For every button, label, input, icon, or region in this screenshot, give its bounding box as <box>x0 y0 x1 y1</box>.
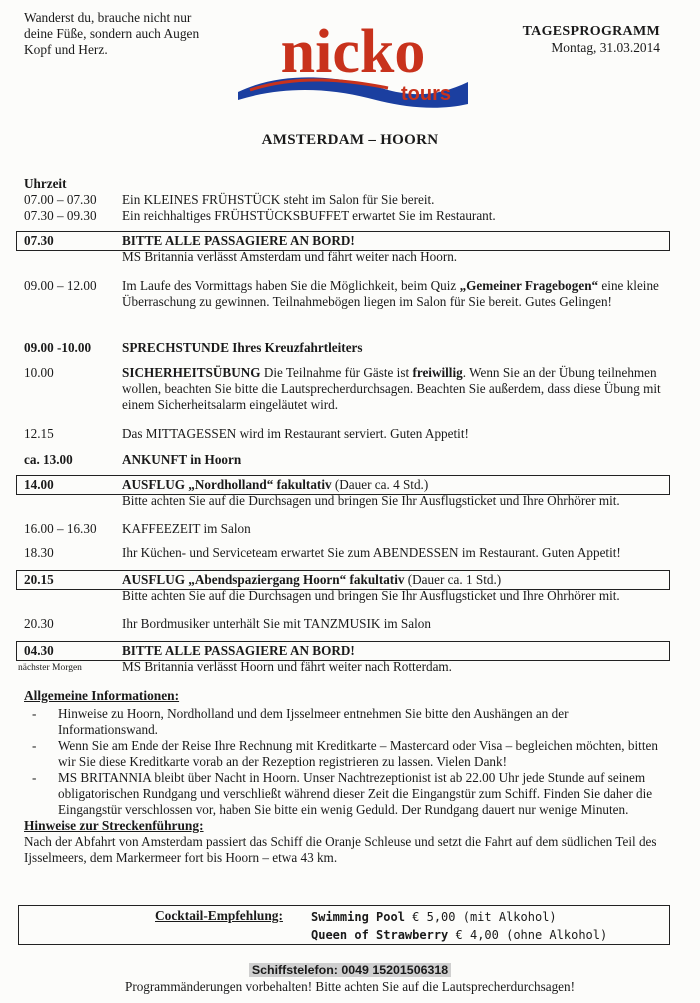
cocktail-item <box>311 908 607 926</box>
list-item-text: Hinweise zu Hoorn, Nordholland und dem Ijsselmeer entnehmen Sie bitte den Aushängen an der Informationswand. <box>58 706 569 737</box>
row-text: KAFFEEZEIT im Salon <box>122 521 251 536</box>
cocktail-label: Cocktail-Empfehlung: <box>155 908 283 923</box>
row-title: ANKUNFT in Hoorn <box>122 452 242 467</box>
list-item <box>24 770 664 818</box>
row-text: Im Laufe des Vormittags haben Sie die Möglichkeit, beim Quiz <box>122 278 460 293</box>
ship-phone-text: Schiffstelefon: 0049 15201506318 <box>249 963 451 977</box>
bullet-dash: - <box>32 770 37 785</box>
row-time: 09.00 – 12.00 <box>24 278 97 293</box>
route-info-text: Nach der Abfahrt von Amsterdam passiert das Schiff die Oranje Schleuse und setzt die Fahrt auf dem südlichen Teil des Ijsselmeers, dem Markermeer fort bis Hoorn – etwa 43 km. <box>24 834 657 865</box>
row-time: 12.15 <box>24 426 54 441</box>
cocktail-name: Swimming Pool <box>311 910 405 924</box>
quiz-name: „Gemeiner Fragebogen“ <box>459 278 599 293</box>
row-time: 07.00 – 07.30 <box>24 192 97 207</box>
list-item <box>24 738 664 770</box>
row-time: 10.00 <box>24 365 54 380</box>
row-title: AUSFLUG „Abendspaziergang Hoorn“ fakultativ <box>122 572 405 587</box>
row-time: 20.30 <box>24 616 54 631</box>
row-time-note: nächster Morgen <box>18 663 82 673</box>
cocktail-item <box>311 926 607 944</box>
cocktail-price: € 5,00 (mit Alkohol) <box>412 910 557 924</box>
row-emphasis: freiwillig <box>412 365 463 380</box>
row-title: SPRECHSTUNDE Ihres Kreuzfahrtleiters <box>122 340 363 355</box>
route-info-heading: Hinweise zur Streckenführung: <box>24 818 204 833</box>
row-text: Ihr Bordmusiker unterhält Sie mit TANZMUSIK im Salon <box>122 616 431 631</box>
list-item-text: MS BRITANNIA bleibt über Nacht in Hoorn. Unser Nachtrezeptionist ist ab 22.00 Uhr jede Stunde auf seinem obligatorischen Rundgang und verschließt während dieser Zeit die Eingangstür zum Schiff. Finden Sie daher die Eingangstür verschlossen vor, haben Sie bitte ein wenig Geduld. Der Rundgang dauert nur wenige Minuten. <box>58 770 653 817</box>
row-time: 18.30 <box>24 545 54 560</box>
general-info-list <box>24 706 664 818</box>
motto <box>24 10 239 58</box>
cocktail-name: Queen of Strawberry <box>311 928 449 942</box>
route-title: AMSTERDAM – HOORN <box>261 132 439 148</box>
list-item <box>24 706 664 738</box>
row-text: MS Britannia verlässt Hoorn und fährt weiter nach Rotterdam. <box>122 659 452 674</box>
logo-word: nicko <box>280 20 426 86</box>
row-time: 14.00 <box>24 477 54 492</box>
row-time: 07.30 <box>24 233 54 248</box>
row-time: 09.00 -10.00 <box>24 340 92 355</box>
row-text: eine kleine Überraschung zu gewinnen. Teilnahmebögen liegen im Salon für Sie bereit. Gutes Gelingen! <box>122 278 659 309</box>
bullet-dash: - <box>32 738 37 753</box>
row-text: Ein KLEINES FRÜHSTÜCK steht im Salon für Sie bereit. <box>122 192 435 207</box>
row-title: BITTE ALLE PASSAGIERE AN BORD! <box>122 643 355 658</box>
time-column-header: Uhrzeit <box>24 176 67 191</box>
logo-subword: tours <box>401 83 451 105</box>
row-time: ca. 13.00 <box>24 452 73 467</box>
row-time: 04.30 <box>24 643 54 658</box>
row-time: 07.30 – 09.30 <box>24 208 97 223</box>
row-text: MS Britannia verlässt Amsterdam und fährt weiter nach Hoorn. <box>122 249 458 264</box>
general-info <box>24 688 664 866</box>
row-time: 16.00 – 16.30 <box>24 521 97 536</box>
row-text: . Wenn Sie an der Übung teilnehmen wollen, beachten Sie bitte die Lautsprecherdurchsagen. Beachten Sie außerdem, dass diese Übung mit einem Sicherheitsalarm eingeläutet wird. <box>122 365 661 412</box>
cocktail-price: € 4,00 (ohne Alkohol) <box>455 928 608 942</box>
motto-line: Kopf und Herz. <box>24 42 108 57</box>
row-text: Das MITTAGESSEN wird im Restaurant serviert. Guten Appetit! <box>122 426 469 441</box>
program-title: TAGESPROGRAMM <box>522 24 660 39</box>
program-date: Montag, 31.03.2014 <box>551 40 660 55</box>
row-text: Ein reichhaltiges FRÜHSTÜCKSBUFFET erwartet Sie im Restaurant. <box>122 208 496 223</box>
row-text: Die Teilnahme für Gäste ist <box>260 365 413 380</box>
row-title: BITTE ALLE PASSAGIERE AN BORD! <box>122 233 355 248</box>
cocktail-list <box>311 908 607 944</box>
row-title: AUSFLUG „Nordholland“ fakultativ <box>122 477 332 492</box>
bullet-dash: - <box>32 706 37 721</box>
row-title: SICHERHEITSÜBUNG <box>122 365 261 380</box>
row-text: Bitte achten Sie auf die Durchsagen und bringen Sie Ihr Ausflugsticket und Ihre Ohrhörer mit. <box>122 493 620 508</box>
row-text: Ihr Küchen- und Serviceteam erwartet Sie zum ABENDESSEN im Restaurant. Guten Appetit! <box>122 545 621 560</box>
motto-line: deine Füße, sondern auch Augen <box>24 26 200 41</box>
row-text: Bitte achten Sie auf die Durchsagen und bringen Sie Ihr Ausflugsticket und Ihre Ohrhörer mit. <box>122 588 620 603</box>
motto-line: Wanderst du, brauche nicht nur <box>24 10 192 25</box>
cocktail-box <box>18 905 670 945</box>
general-info-heading: Allgemeine Informationen: <box>24 688 180 703</box>
program-header <box>523 24 660 56</box>
nicko-tours-logo <box>228 20 478 112</box>
row-title-suffix: (Dauer ca. 4 Std.) <box>331 477 429 492</box>
row-title-suffix: (Dauer ca. 1 Std.) <box>404 572 502 587</box>
row-time: 20.15 <box>24 572 54 587</box>
ship-phone <box>0 962 700 978</box>
footer-note: Programmänderungen vorbehalten! Bitte achten Sie auf die Lautsprecherdurchsagen! <box>124 979 576 994</box>
list-item-text: Wenn Sie am Ende der Reise Ihre Rechnung mit Kreditkarte – Mastercard oder Visa – begleichen möchten, bitten wir Sie diese Kreditkarte vorab an der Rezeption registrieren zu lassen. Vielen Dank! <box>58 738 658 769</box>
